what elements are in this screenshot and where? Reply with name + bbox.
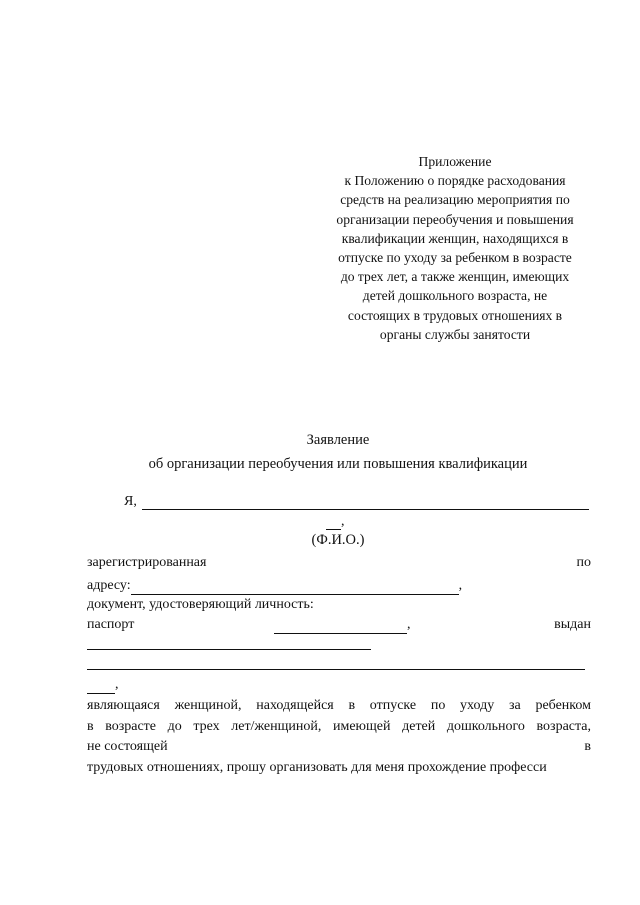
body-line: являющаяся женщиной, находящейся в отпуске по уходу за ребенком (87, 698, 591, 713)
name-continuation (326, 514, 345, 530)
applicant-name-row (124, 494, 588, 514)
document-title (0, 430, 640, 474)
passport-label: паспорт (87, 617, 135, 632)
applicant-name-field[interactable] (142, 509, 589, 510)
issued-end-row (87, 676, 591, 694)
body-paragraph (87, 696, 591, 778)
registered-right-word: по (576, 555, 591, 570)
issued-end-field[interactable] (87, 679, 115, 694)
appendix-line: до трех лет, а также женщин, имеющих (340, 269, 570, 285)
appendix-line: органы службы занятости (379, 326, 531, 342)
body-line (87, 737, 591, 758)
appendix-line: отпуске по уходу за ребенком в возрасте (338, 250, 572, 266)
fio-caption: (Ф.И.О.) (311, 532, 365, 548)
body-line: трудовых отношениях, прошу организовать для меня прохождение професси (87, 759, 547, 775)
address-label: адресу: (87, 578, 131, 593)
ya-label: Я, (124, 494, 137, 509)
address-field[interactable] (131, 580, 459, 595)
appendix-line: средств на реализацию мероприятия по (340, 192, 570, 208)
issued-label: выдан (554, 617, 591, 632)
issued-by-field[interactable] (87, 649, 371, 650)
passport-number-field[interactable] (274, 619, 407, 634)
title-subtitle: об организации переобучения или повышения квалификации (148, 456, 528, 472)
appendix-line: Приложение (418, 154, 492, 169)
title-main: Заявление (306, 432, 370, 448)
registered-row (87, 554, 591, 572)
appendix-line: к Положению о порядке расходования (344, 173, 566, 189)
registered-label: зарегистрированная (87, 555, 207, 570)
body-line: в возрасте до трех лет/женщиной, имеющей детей дошкольного возраста, (87, 718, 591, 734)
passport-row (87, 616, 591, 634)
comma: , (341, 514, 345, 529)
issued-by-field-continued[interactable] (87, 669, 585, 670)
comma: , (407, 617, 411, 632)
body-line-right: в (584, 739, 591, 755)
appendix-line: состоящих в трудовых отношениях в (347, 307, 563, 323)
name-continuation-field[interactable] (326, 515, 341, 530)
appendix-header (300, 152, 610, 344)
document-row: документ, удостоверяющий личность: (87, 597, 314, 612)
body-line-left: не состоящей (87, 739, 168, 755)
comma: , (115, 677, 119, 692)
comma: , (458, 578, 463, 593)
appendix-line: квалификации женщин, находящихся в (341, 230, 569, 246)
address-row (87, 577, 591, 595)
appendix-line: детей дошкольного возраста, не (362, 288, 548, 304)
appendix-line: организации переобучения и повышения (336, 211, 574, 227)
